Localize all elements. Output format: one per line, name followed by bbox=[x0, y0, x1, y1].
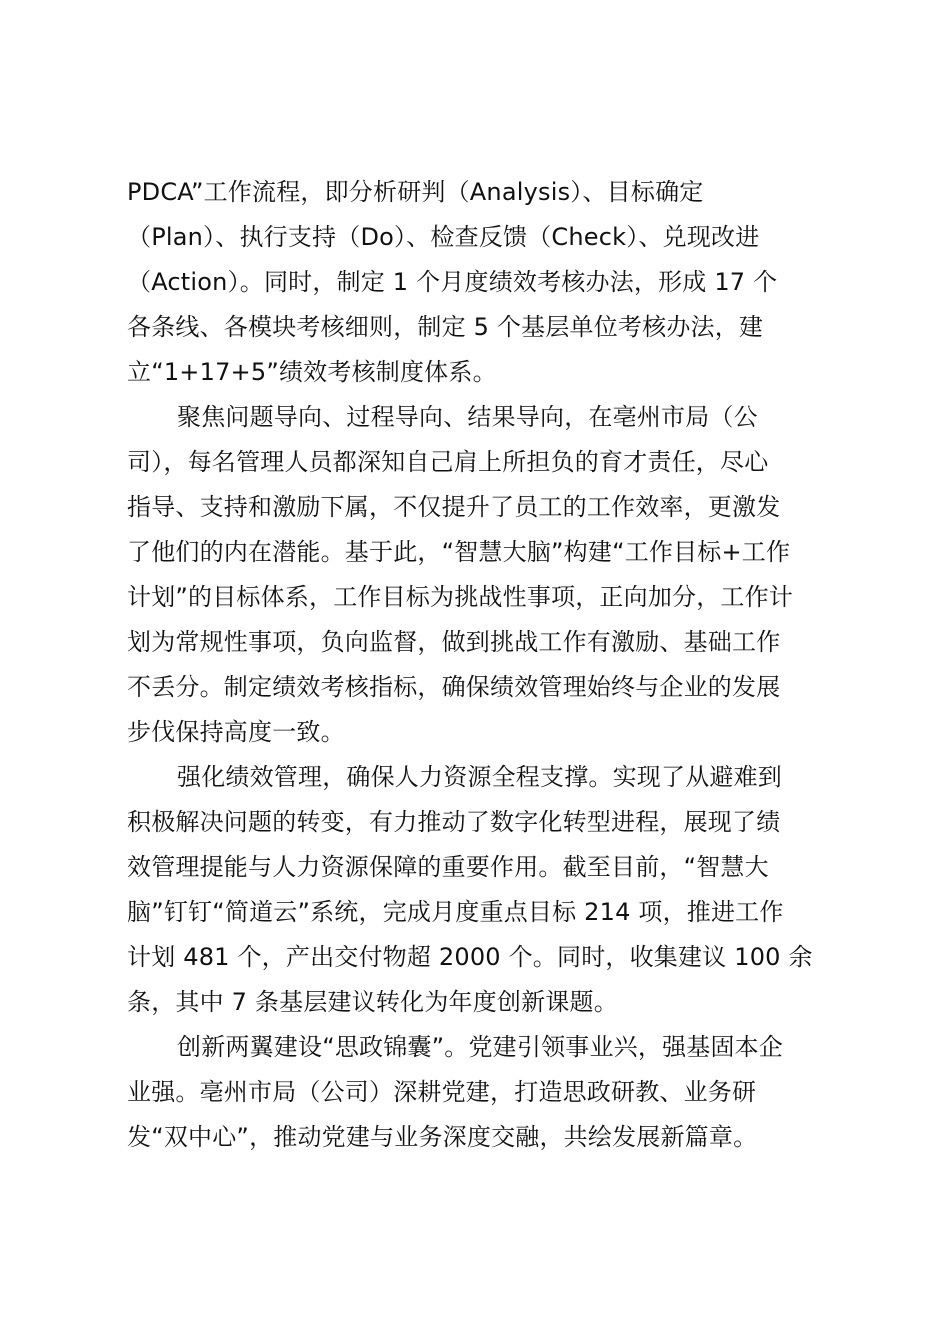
paragraph-start-line: 强化绩效管理，确保人力资源全程支撑。实现了从避难到 bbox=[177, 763, 782, 791]
text-line: 不丢分。制定绩效考核指标，确保绩效管理始终与企业的发展 bbox=[127, 673, 781, 701]
text-line: 效管理提能与人力资源保障的重要作用。截至目前，“智慧大 bbox=[127, 853, 769, 881]
text-line: PDCA”工作流程，即分析研判（Analysis）、目标确定 bbox=[127, 178, 704, 206]
text-line: 脑”钉钉“简道云”系统，完成月度重点目标 214 项，推进工作 bbox=[127, 898, 784, 926]
text-line: 司），每名管理人员都深知自己肩上所担负的育才责任，尽心 bbox=[127, 448, 769, 476]
text-line: （Action）。同时，制定 1 个月度绩效考核办法，形成 17 个 bbox=[127, 268, 778, 296]
text-line: 步伐保持高度一致。 bbox=[127, 718, 345, 746]
text-line: 业强。亳州市局（公司）深耕党建，打造思政研教、业务研 bbox=[127, 1078, 757, 1106]
paragraph-start-line: 创新两翼建设“思政锦囊”。党建引领事业兴，强基固本企 bbox=[177, 1033, 784, 1061]
text-line: 指导、支持和激励下属，不仅提升了员工的工作效率，更激发 bbox=[127, 493, 781, 521]
paragraph-start-line: 聚焦问题导向、过程导向、结果导向，在亳州市局（公 bbox=[177, 403, 758, 431]
text-line: 划为常规性事项，负向监督，做到挑战工作有激励、基础工作 bbox=[127, 628, 781, 656]
text-line: （Plan）、执行支持（Do）、检查反馈（Check）、兑现改进 bbox=[127, 223, 760, 251]
text-line: 立“1+17+5”绩效考核制度体系。 bbox=[127, 358, 497, 386]
text-line: 计划”的目标体系，工作目标为挑战性事项，正向加分，工作计 bbox=[127, 583, 794, 611]
text-line: 条，其中 7 条基层建议转化为年度创新课题。 bbox=[127, 988, 618, 1016]
text-line: 计划 481 个，产出交付物超 2000 个。同时，收集建议 100 余 bbox=[127, 943, 813, 971]
text-line: 各条线、各模块考核细则，制定 5 个基层单位考核办法，建 bbox=[127, 313, 764, 341]
document-body bbox=[127, 170, 837, 1160]
text-line: 积极解决问题的转变，有力推动了数字化转型进程，展现了绩 bbox=[127, 808, 781, 836]
text-line: 了他们的内在潜能。基于此，“智慧大脑”构建“工作目标+工作 bbox=[127, 538, 791, 566]
text-line: 发“双中心”，推动党建与业务深度交融，共绘发展新篇章。 bbox=[127, 1123, 758, 1151]
